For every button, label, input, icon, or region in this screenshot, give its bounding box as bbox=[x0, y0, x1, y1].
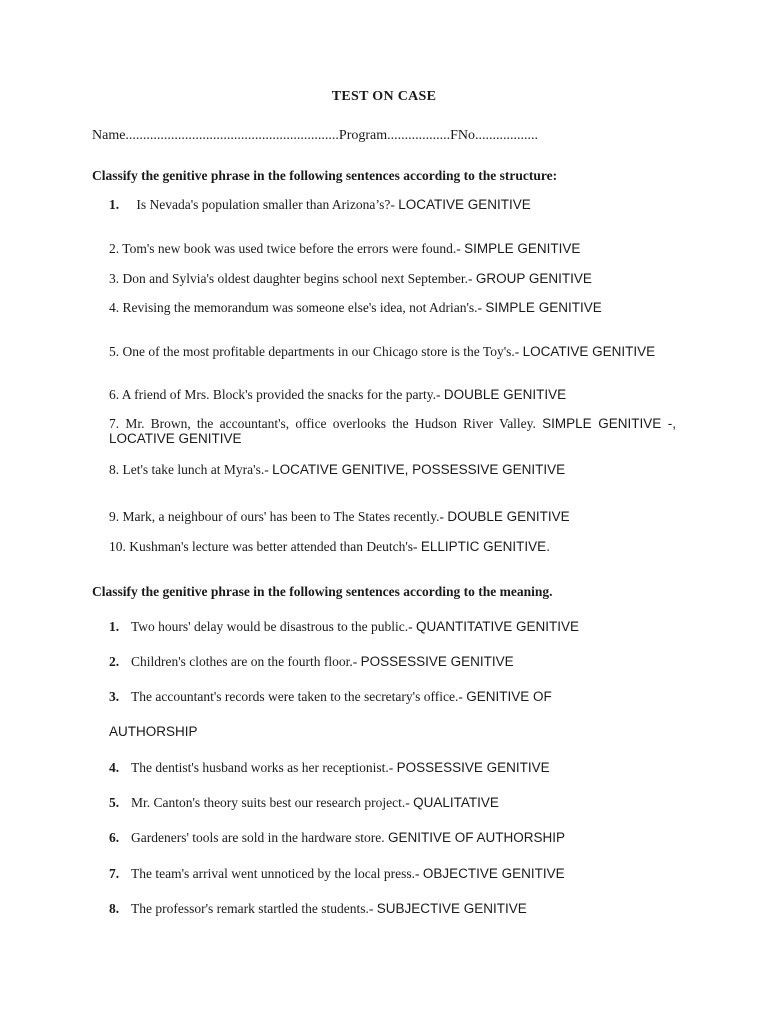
item-number: 6. bbox=[109, 830, 120, 845]
item-sentence: Tom's new book was used twice before the errors were found.- bbox=[122, 241, 461, 256]
structure-item-3 bbox=[109, 271, 676, 286]
meaning-item-7 bbox=[109, 866, 676, 881]
item-sentence: The team's arrival went unnoticed by the local press.- bbox=[131, 866, 420, 881]
name-program-line: Name.............................................................Program..................FNo.................. bbox=[92, 128, 539, 143]
item-sentence: Mr. Canton's theory suits best our research project.- bbox=[131, 795, 410, 810]
meaning-item-2 bbox=[109, 654, 676, 669]
item-number: 5. bbox=[109, 795, 120, 810]
item-number: 2. bbox=[109, 241, 120, 256]
item-answer: GENITIVE OF AUTHORSHIP bbox=[387, 830, 565, 845]
structure-item-6 bbox=[109, 387, 676, 402]
item-sentence: The accountant's records were taken to the secretary's office.- bbox=[131, 689, 463, 704]
item-sentence: Mr. Brown, the accountant's, office overlooks the Hudson River Valley. bbox=[125, 416, 536, 431]
structure-item-10 bbox=[109, 539, 676, 554]
item-number: 6. bbox=[109, 387, 120, 402]
item-sentence: Revising the memorandum was someone else's idea, not Adrian's.- bbox=[122, 300, 483, 315]
item-answer: LOCATIVE GENITIVE, POSSESSIVE GENITIVE bbox=[272, 462, 566, 477]
section2-heading: Classify the genitive phrase in the following sentences according to the meaning. bbox=[92, 584, 553, 599]
item-answer: POSSESSIVE GENITIVE bbox=[396, 760, 550, 775]
item-sentence: Don and Sylvia's oldest daughter begins school next September.- bbox=[122, 271, 473, 286]
item-sentence: Mark, a neighbour of ours' has been to The States recently.- bbox=[122, 509, 444, 524]
item-answer: POSSESSIVE GENITIVE bbox=[360, 654, 514, 669]
item-number: 10. bbox=[109, 539, 126, 554]
structure-item-9 bbox=[109, 509, 676, 524]
structure-item-7 bbox=[109, 416, 676, 446]
item-number: 3. bbox=[109, 689, 120, 704]
item-number: 9. bbox=[109, 509, 120, 524]
item-number: 8. bbox=[109, 901, 120, 916]
item-answer: LOCATIVE GENITIVE bbox=[522, 344, 656, 359]
meaning-item-5 bbox=[109, 795, 676, 810]
structure-item-2 bbox=[109, 241, 676, 256]
section1-heading: Classify the genitive phrase in the following sentences according to the structure: bbox=[92, 168, 558, 183]
page-title: TEST ON CASE bbox=[331, 89, 437, 104]
item-answer: OBJECTIVE GENITIVE bbox=[422, 866, 565, 881]
item-sentence: The professor's remark startled the students.- bbox=[131, 901, 374, 916]
item-answer: LOCATIVE GENITIVE bbox=[398, 197, 531, 212]
item-number: 7. bbox=[109, 866, 120, 881]
item-sentence: The dentist's husband works as her receptionist.- bbox=[131, 760, 394, 775]
meaning-item-8 bbox=[109, 901, 676, 916]
item-sentence: Children's clothes are on the fourth floor.- bbox=[131, 654, 358, 669]
meaning-item-3 bbox=[109, 689, 676, 704]
structure-item-1 bbox=[109, 197, 676, 212]
item-number: 2. bbox=[109, 654, 120, 669]
item-answer: DOUBLE GENITIVE bbox=[443, 387, 567, 402]
meaning-item-1 bbox=[109, 619, 676, 634]
item-sentence: Is Nevada's population smaller than Arizona’s?- bbox=[136, 197, 395, 212]
item-sentence: Gardeners' tools are sold in the hardware store. bbox=[131, 830, 385, 845]
item-number: 4. bbox=[109, 300, 120, 315]
item-number: 5. bbox=[109, 344, 120, 359]
item-number: 8. bbox=[109, 462, 120, 477]
meaning-item-4 bbox=[109, 760, 676, 775]
item-sentence: Two hours' delay would be disastrous to the public.- bbox=[131, 619, 413, 634]
item-number: 3. bbox=[109, 271, 120, 286]
item-sentence: Kushman's lecture was better attended than Deutch's- bbox=[129, 539, 418, 554]
item-number: 1. bbox=[109, 197, 120, 212]
item-number: 7. bbox=[109, 416, 120, 431]
item-sentence: One of the most profitable departments in our Chicago store is the Toy's.- bbox=[122, 344, 520, 359]
item-answer: SUBJECTIVE GENITIVE bbox=[376, 901, 527, 916]
item-sentence: A friend of Mrs. Block's provided the snacks for the party.- bbox=[121, 387, 441, 402]
item-number: 1. bbox=[109, 619, 120, 634]
meaning-item-6 bbox=[109, 830, 676, 845]
item-answer: SIMPLE GENITIVE bbox=[485, 300, 602, 315]
item-answer: QUALITATIVE bbox=[413, 795, 499, 810]
item-answer: GENITIVE OF bbox=[466, 689, 552, 704]
item-answer: SIMPLE GENITIVE -, LOCATIVE GENITIVE bbox=[109, 416, 677, 446]
item-answer: GROUP GENITIVE bbox=[475, 271, 592, 286]
structure-item-5 bbox=[109, 344, 676, 359]
item-answer: QUANTITATIVE GENITIVE bbox=[415, 619, 579, 634]
item-answer: SIMPLE GENITIVE bbox=[464, 241, 581, 256]
meaning-item-3-continuation: AUTHORSHIP bbox=[109, 724, 198, 739]
item-sentence: Let's take lunch at Myra's.- bbox=[122, 462, 269, 477]
structure-item-4 bbox=[109, 300, 676, 315]
item-number: 4. bbox=[109, 760, 120, 775]
item-answer: ELLIPTIC GENITIVE. bbox=[420, 539, 550, 554]
structure-item-8 bbox=[109, 462, 676, 477]
item-answer: DOUBLE GENITIVE bbox=[447, 509, 570, 524]
